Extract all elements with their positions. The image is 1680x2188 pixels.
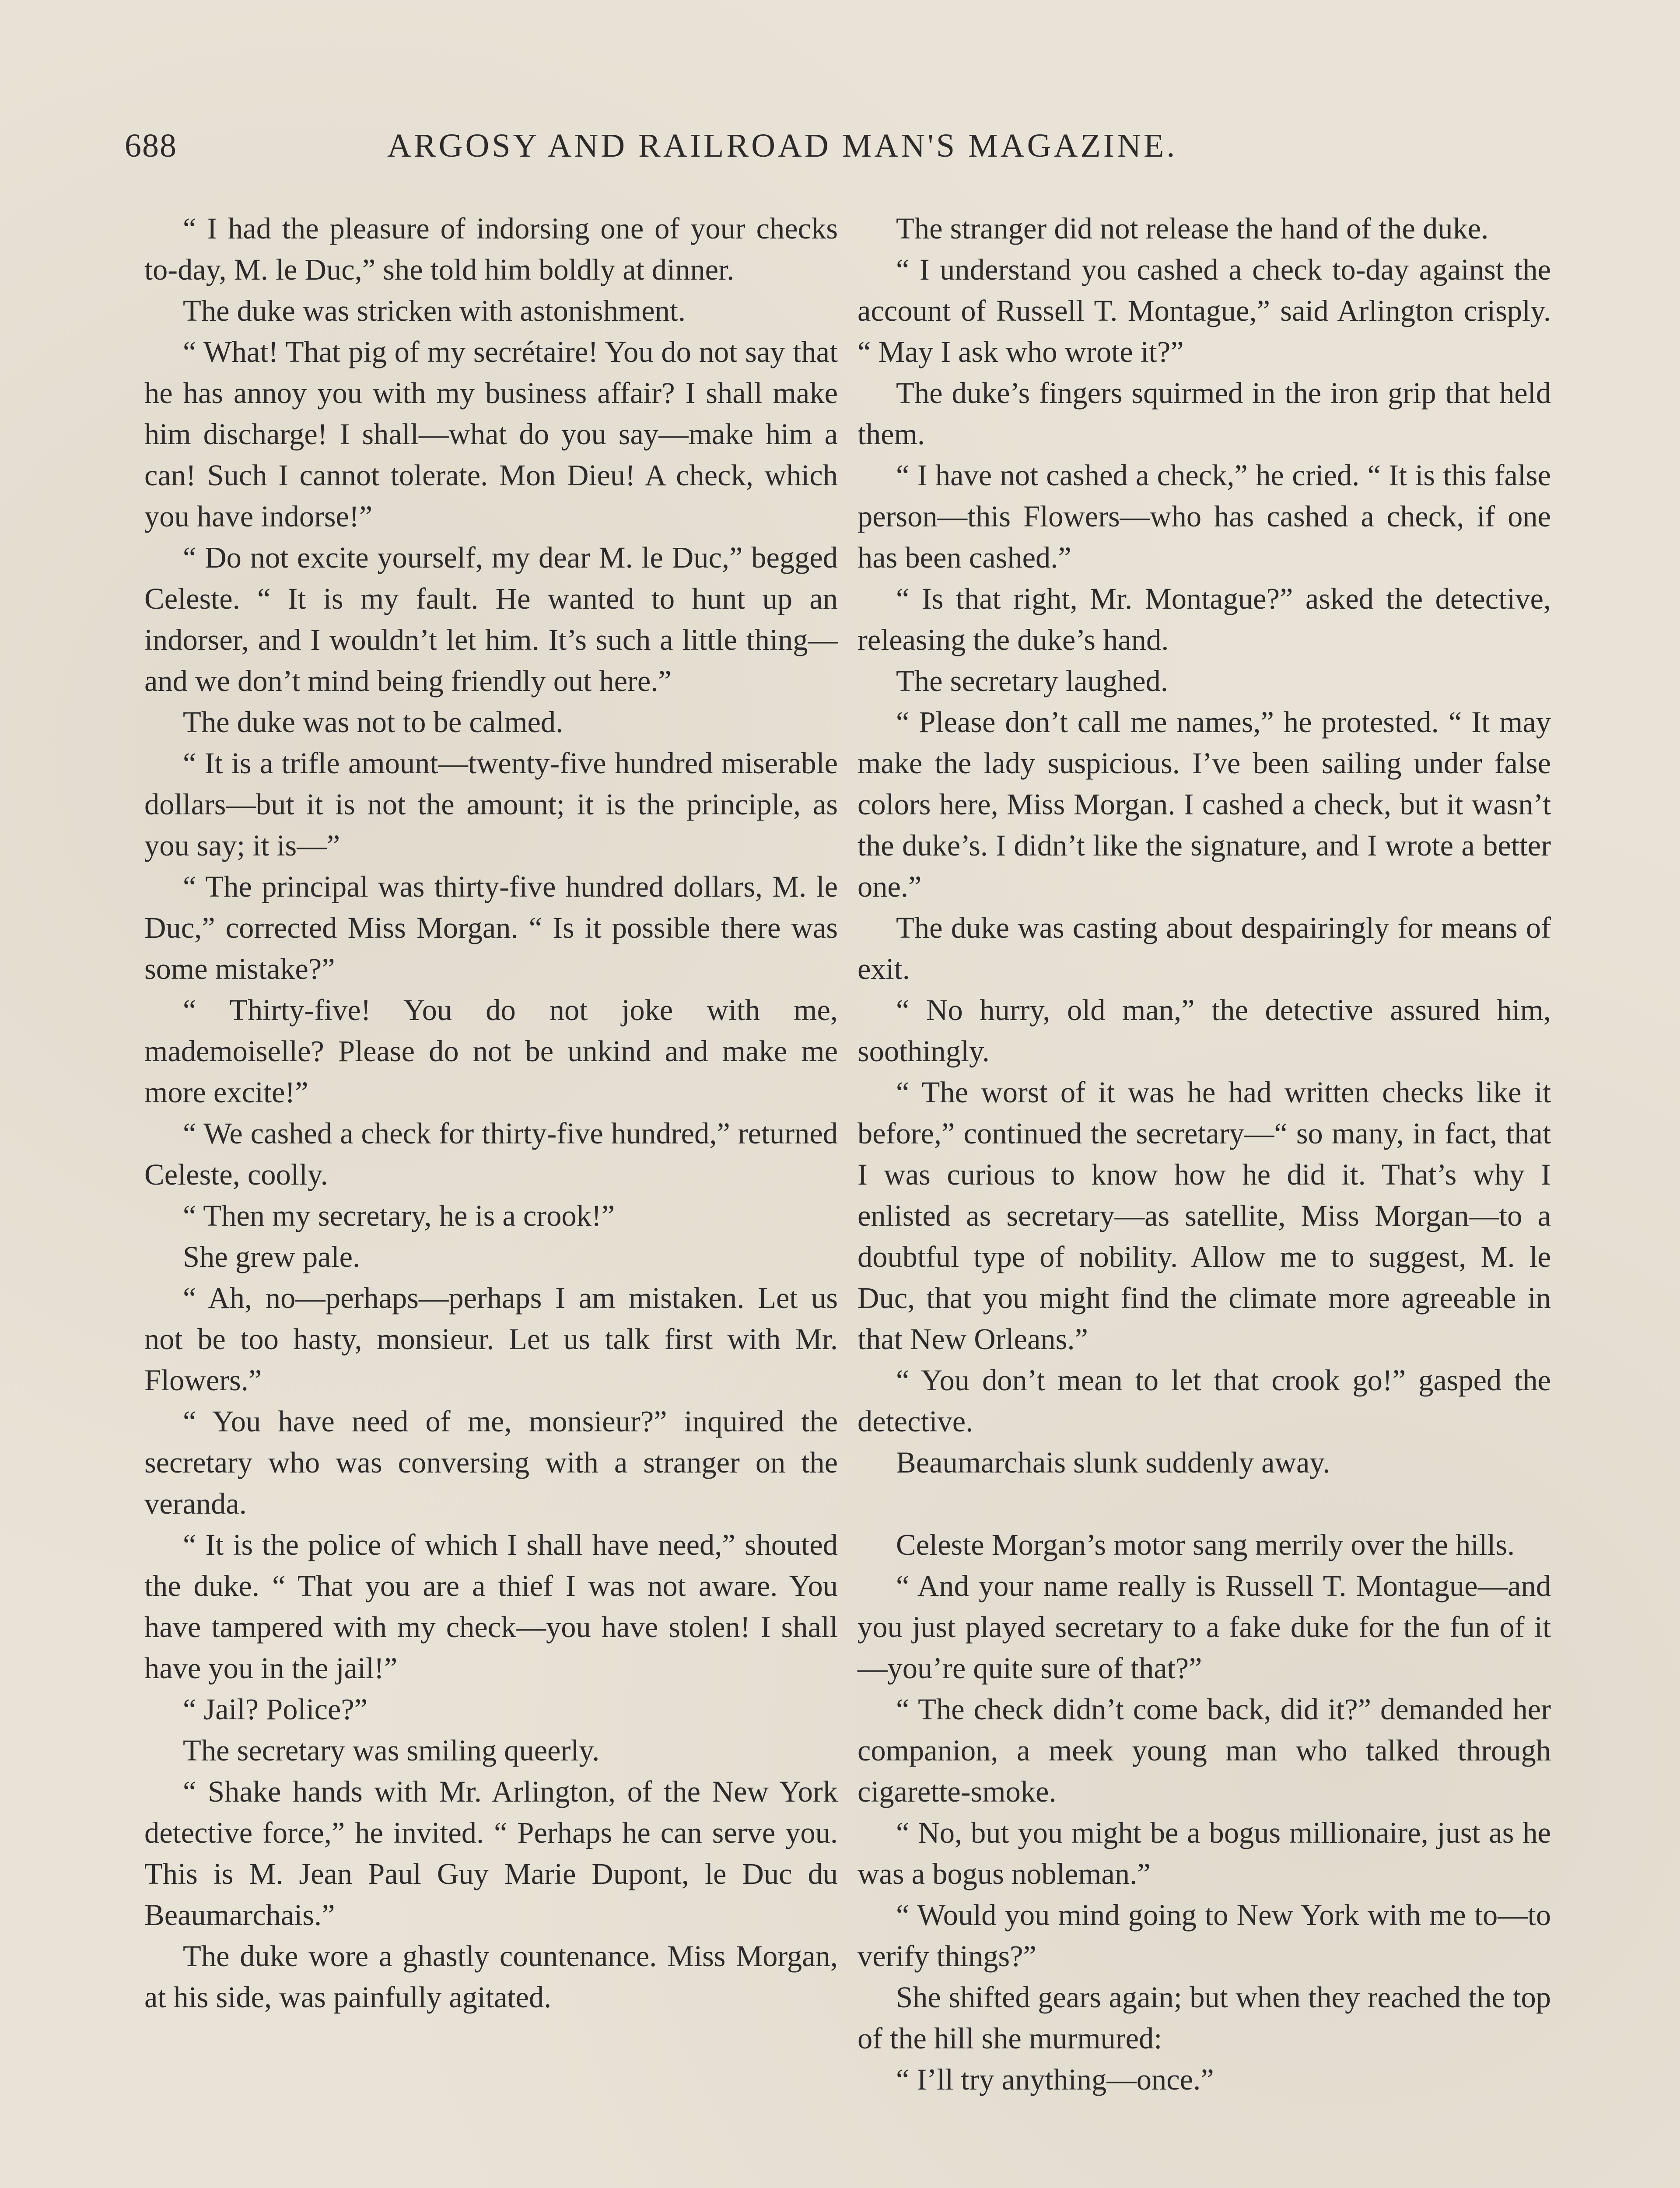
paragraph: The duke was not to be calmed. [183, 705, 564, 739]
paragraph: “ The principal was thirty-five hundred dollars, M. le Duc,” corrected Miss Morgan. “ Is it possible there was some mistake?” [144, 870, 838, 985]
paragraph: “ Is that right, Mr. Montague?” asked the detective, releasing the duke’s hand. [858, 582, 1551, 656]
paragraph: “ And your name really is Russell T. Montague—and you just played secretary to a fake duke for the fun of it—you’re quite sure of that?” [858, 1569, 1551, 1685]
paragraph: “ No, but you might be a bogus millionaire, just as he was a bogus nobleman.” [858, 1816, 1551, 1890]
paragraph: “ Thirty-five! You do not joke with me, mademoiselle? Please do not be unkind and make me more excite!” [144, 993, 838, 1109]
paragraph: “ It is a trifle amount—twenty-five hundred miserable dollars—but it is not the amount; it is the principle, as you say; it is—” [144, 747, 838, 862]
paragraph: The duke’s fingers squirmed in the iron grip that held them. [858, 376, 1551, 451]
paragraph: The duke was stricken with astonishment. [183, 294, 686, 327]
paragraph: The stranger did not release the hand of the duke. [896, 212, 1489, 245]
paragraph: “ I had the pleasure of indorsing one of your checks to-day, M. le Duc,” she told him boldly at dinner. [144, 212, 838, 286]
paragraph: “ You have need of me, monsieur?” inquired the secretary who was conversing with a stranger on the veranda. [144, 1405, 838, 1520]
paragraph: “ We cashed a check for thirty-five hundred,” returned Celeste, coolly. [144, 1117, 838, 1191]
paragraph: “ Would you mind going to New York with me to—to verify things?” [858, 1898, 1551, 1973]
paragraph: Celeste Morgan’s motor sang merrily over the hills. [896, 1528, 1515, 1561]
running-title: ARGOSY AND RAILROAD MAN'S MAGAZINE. [387, 127, 1178, 164]
paragraph: She grew pale. [183, 1240, 360, 1273]
paragraph: “ Jail? Police?” [183, 1693, 368, 1726]
paragraph: “ I’ll try anything—once.” [896, 2063, 1214, 2096]
paragraph: The duke was casting about despairingly for means of exit. [858, 911, 1551, 985]
paragraph: Beaumarchais slunk suddenly away. [896, 1446, 1330, 1479]
page-header [125, 127, 1533, 184]
paragraph: She shifted gears again; but when they reached the top of the hill she murmured: [858, 1981, 1551, 2055]
paragraph: The secretary was smiling queerly. [183, 1734, 600, 1767]
paragraph: “ It is the police of which I shall have need,” shouted the duke. “ That you are a thief I was not aware. You have tampered with my check—you have stolen! I shall have you in the jail!” [144, 1528, 838, 1685]
paragraph: “ Ah, no—perhaps—perhaps I am mistaken. Let us not be too hasty, monsieur. Let us talk first with Mr. Flowers.” [144, 1281, 838, 1397]
page-number: 688 [125, 127, 177, 164]
right-column [858, 208, 1551, 2188]
paragraph: “ You don’t mean to let that crook go!” gasped the detective. [858, 1364, 1551, 1438]
paragraph: “ No hurry, old man,” the detective assured him, soothingly. [858, 993, 1551, 1068]
paragraph: The duke wore a ghastly countenance. Miss Morgan, at his side, was painfully agitated. [144, 1939, 838, 2014]
paragraph: The secretary laughed. [896, 664, 1168, 698]
paragraph: “ Shake hands with Mr. Arlington, of the New York detective force,” he invited. “ Perhaps he can serve you. This is M. Jean Paul Guy Marie Dupont, le Duc du Beaumarchais.” [144, 1775, 838, 1932]
paragraph: “ The worst of it was he had written checks like it before,” continued the secretary—“ so many, in fact, that I was curious to know how he did it. That’s why I enlisted as secretary—as satellite, Miss Morgan—to a doubtful type of nobility. Allow me to suggest, M. le Duc, that you might find the climate more agreeable in that New Orleans.” [858, 1076, 1551, 1356]
paragraph: “ Then my secretary, he is a crook!” [183, 1199, 615, 1232]
section-break [858, 1483, 1551, 1524]
left-column [144, 208, 838, 2188]
paragraph: “ Please don’t call me names,” he protested. “ It may make the lady suspicious. I’ve been sailing under false colors here, Miss Morgan. I cashed a check, but it wasn’t the duke’s. I didn’t like the signature, and I wrote a better one.” [858, 705, 1551, 903]
paragraph: “ What! That pig of my secrétaire! You do not say that he has annoy you with my business affair? I shall make him discharge! I shall—what do you say—make him a can! Such I cannot tolerate. Mon Dieu! A check, which you have indorse!” [144, 335, 838, 533]
paragraph: “ I understand you cashed a check to-day against the account of Russell T. Montague,” said Arlington crisply. “ May I ask who wrote it?” [858, 253, 1551, 368]
paragraph: “ Do not excite yourself, my dear M. le Duc,” begged Celeste. “ It is my fault. He wanted to hunt up an indorser, and I wouldn’t let him. It’s such a little thing—and we don’t mind being friendly out here.” [144, 541, 838, 698]
paragraph: “ The check didn’t come back, did it?” demanded her companion, a meek young man who talked through cigarette-smoke. [858, 1693, 1551, 1808]
paragraph: “ I have not cashed a check,” he cried. “ It is this false person—this Flowers—who has cashed a check, if one has been cashed.” [858, 459, 1551, 574]
